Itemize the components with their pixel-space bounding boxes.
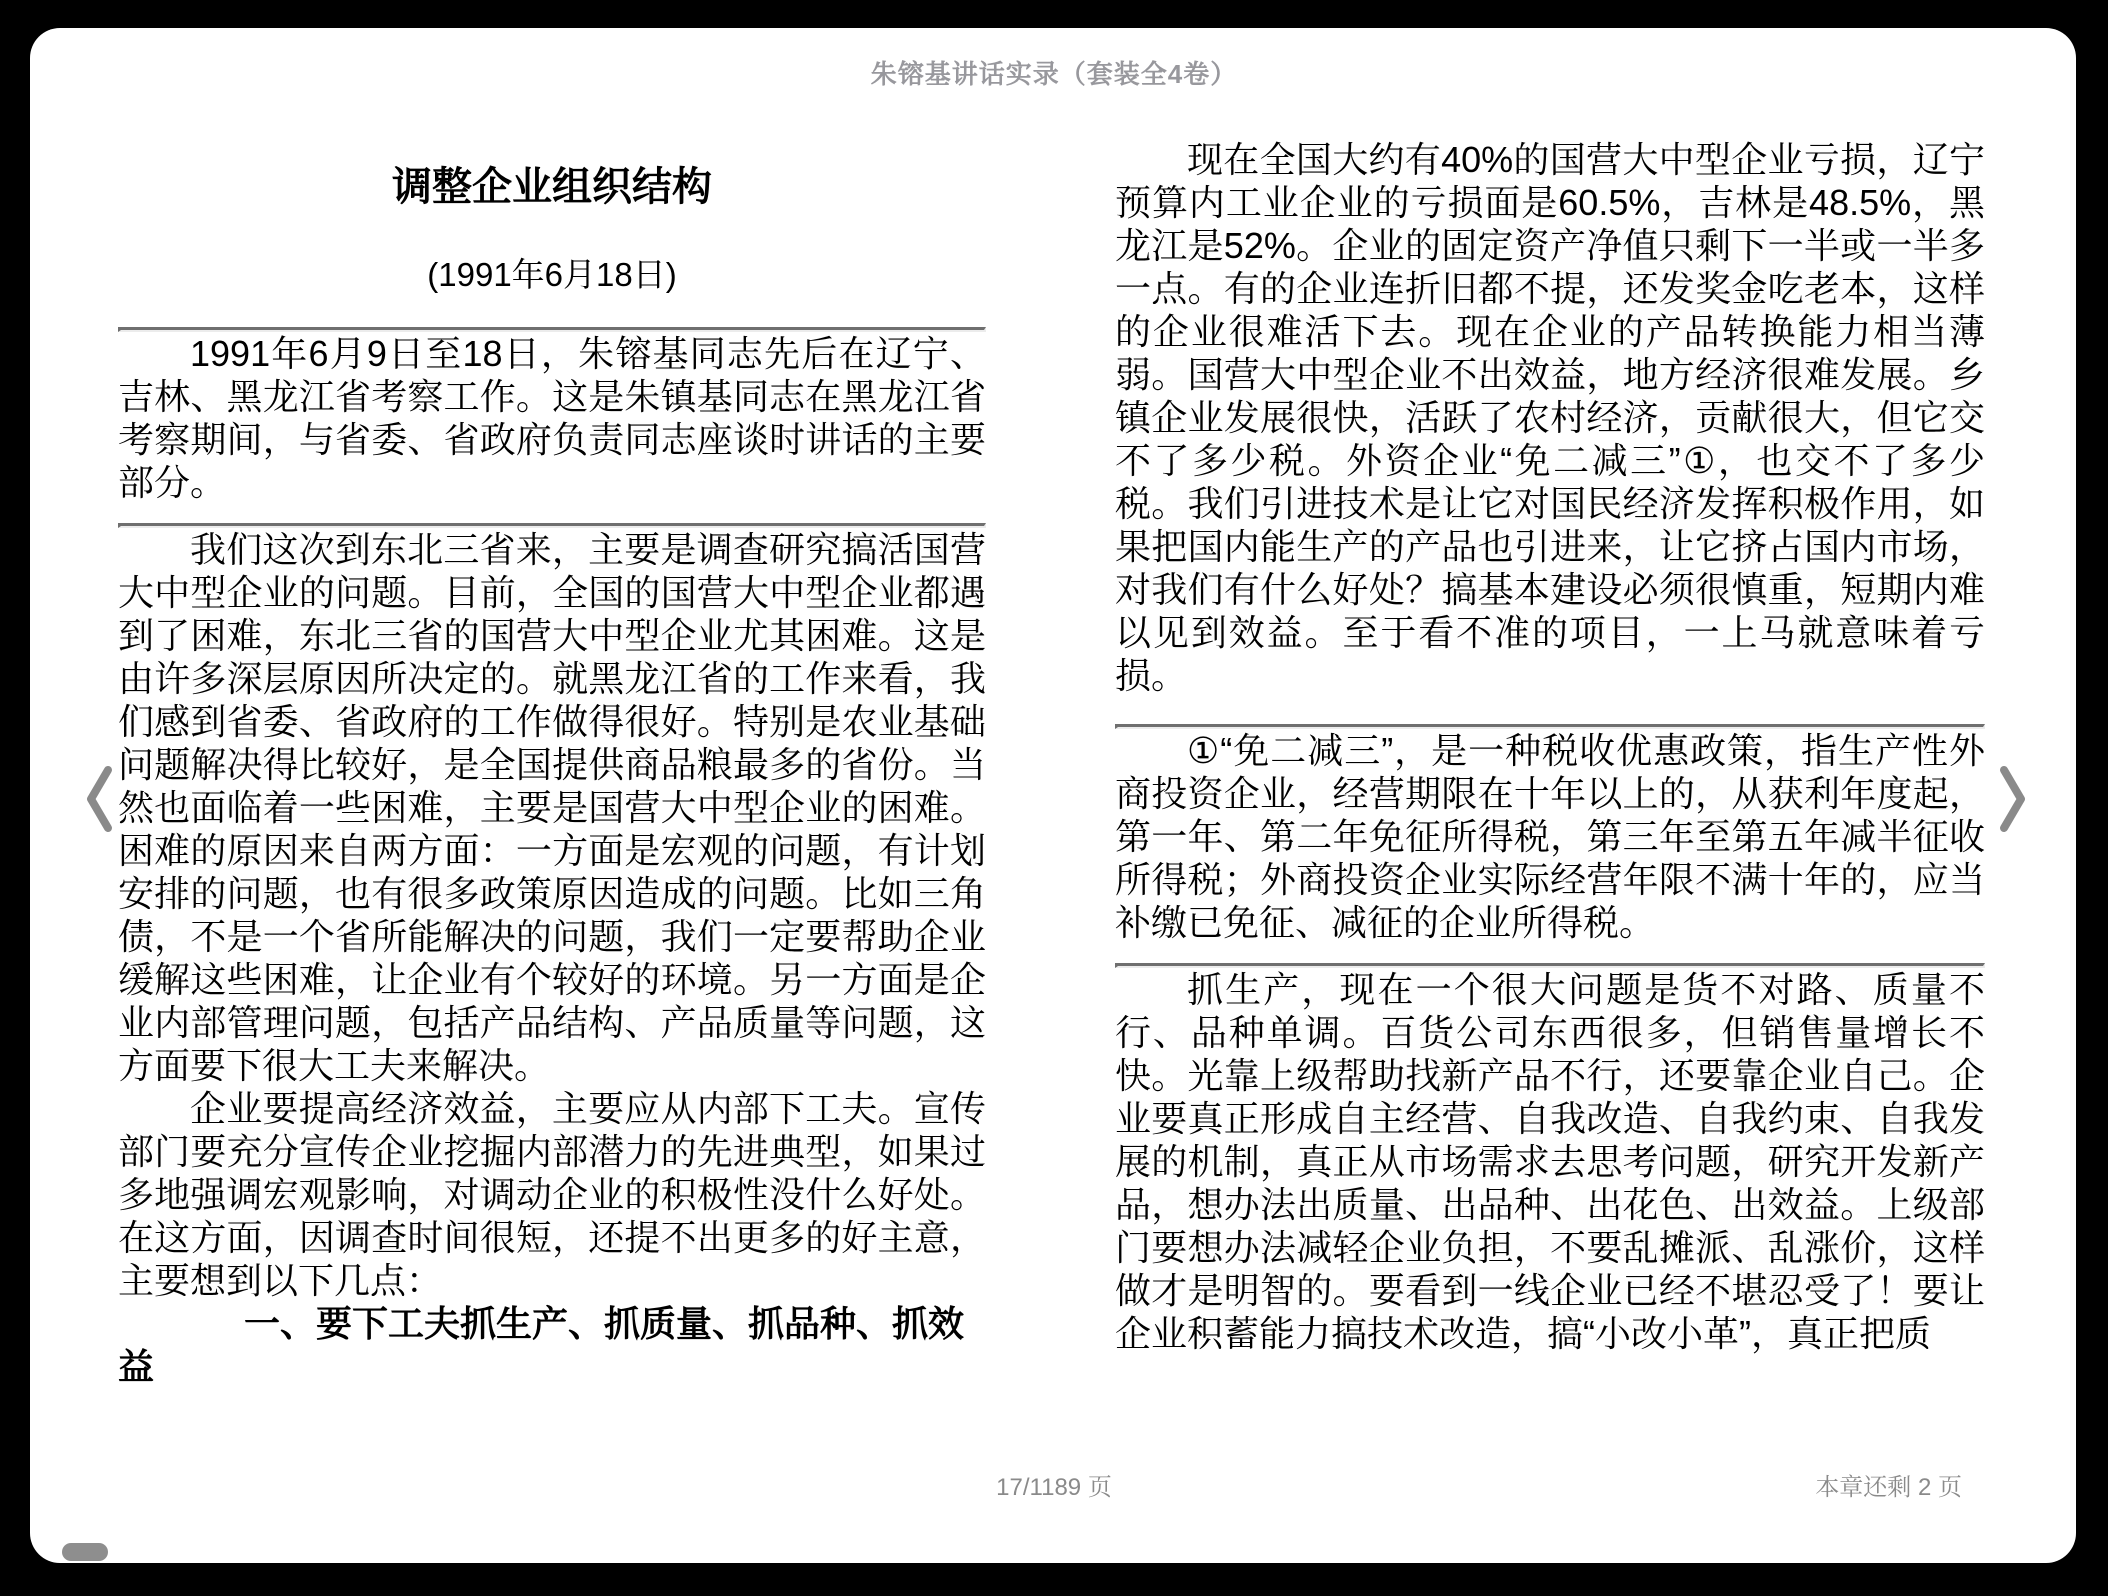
article-date: (1991年6月18日) — [427, 256, 677, 293]
chevron-left-icon — [82, 822, 116, 839]
body-paragraph: 企业要提高经济效益，主要应从内部下工夫。宣传部门要充分宣传企业挖掘内部潜力的先进典型，如果过多地强调宏观影响，对调动企业的积极性没什么好处。在这方面，因调查时间很短，还提不出更多的好主意，主要想到以下几点： — [118, 1088, 986, 1301]
footnote-paragraph: ①“免二减三”，是一种税收优惠政策，指生产性外商投资企业，经营期限在十年以上的，从获利年度起，第一年、第二年免征所得税，第三年至第五年减半征收所得税；外商投资企业实际经营年限不满十年的，应当补缴已免征、减征的企业所得税。 — [1115, 730, 1985, 943]
home-indicator[interactable] — [62, 1543, 108, 1561]
body-paragraph: 抓生产，现在一个很大问题是货不对路、质量不行、品种单调。百货公司东西很多，但销售量增长不快。光靠上级帮助找新产品不行，还要靠企业自己。企业要真正形成自主经营、自我改造、自我约束、自我发展的机制，真正从市场需求去思考问题，研究开发新产品，想办法出质量、出品种、出花色、出效益。上级部门要想办法减轻企业负担，不要乱摊派、乱涨价，这样做才是明智的。要看到一线企业已经不堪忍受了！要让企业积蓄能力搞技术改造，搞“小改小革”，真正把质 — [1115, 969, 1985, 1354]
section-heading: 一、要下工夫抓生产、抓质量、抓品种、抓效益 — [118, 1303, 965, 1387]
chevron-right-icon — [1996, 822, 2030, 839]
article-title: 调整企业组织结构 — [392, 165, 712, 209]
left-column — [118, 165, 986, 1388]
chapter-remaining-label: 本章还剩 2 页 — [1815, 1474, 1962, 1501]
page-indicator: 17/1189 页 — [996, 1474, 1112, 1501]
editorial-note-paragraph: 1991年6月9日至18日，朱镕基同志先后在辽宁、吉林、黑龙江省考察工作。这是朱镇基同志在黑龙江省考察期间，与省委、省政府负责同志座谈时讲话的主要部分。 — [118, 333, 986, 503]
previous-page-button[interactable] — [82, 763, 116, 835]
next-page-button[interactable] — [1996, 763, 2030, 835]
book-title: 朱镕基讲话实录（套装全4卷） — [870, 59, 1238, 89]
body-paragraph: 我们这次到东北三省来，主要是调查研究搞活国营大中型企业的问题。目前，全国的国营大中型企业都遇到了困难，东北三省的国营大中型企业尤其困难。这是由许多深层原因所决定的。就黑龙江省的工作来看，我们感到省委、省政府的工作做得很好。特别是农业基础问题解决得比较好，是全国提供商品粮最多的省份。当然也面临着一些困难，主要是国营大中型企业的困难。困难的原因来自两方面：一方面是宏观的问题，有计划安排的问题，也有很多政策原因造成的问题。比如三角债，不是一个省所能解决的问题，我们一定要帮助企业缓解这些困难，让企业有个较好的环境。另一方面是企业内部管理问题，包括产品结构、产品质量等问题，这方面要下很大工夫来解决。 — [118, 529, 986, 1086]
right-column — [1115, 138, 1985, 1355]
body-paragraph: 现在全国大约有40%的国营大中型企业亏损，辽宁预算内工业企业的亏损面是60.5%，吉林是48.5%，黑龙江是52%。企业的固定资产净值只剩下一半或一半多一点。有的企业连折旧都不提，还发奖金吃老本，这样的企业很难活下去。现在企业的产品转换能力相当薄弱。国营大中型企业不出效益，地方经济很难发展。乡镇企业发展很快，活跃了农村经济，贡献很大，但它交不了多少税。外资企业“免二减三”①，也交不了多少税。我们引进技术是让它对国民经济发挥积极作用，如果把国内能生产的产品也引进来，让它挤占国内市场，对我们有什么好处？搞基本建设必须很慎重，短期内难以见到效益。至于看不准的项目，一上马就意味着亏损。 — [1115, 139, 1985, 696]
